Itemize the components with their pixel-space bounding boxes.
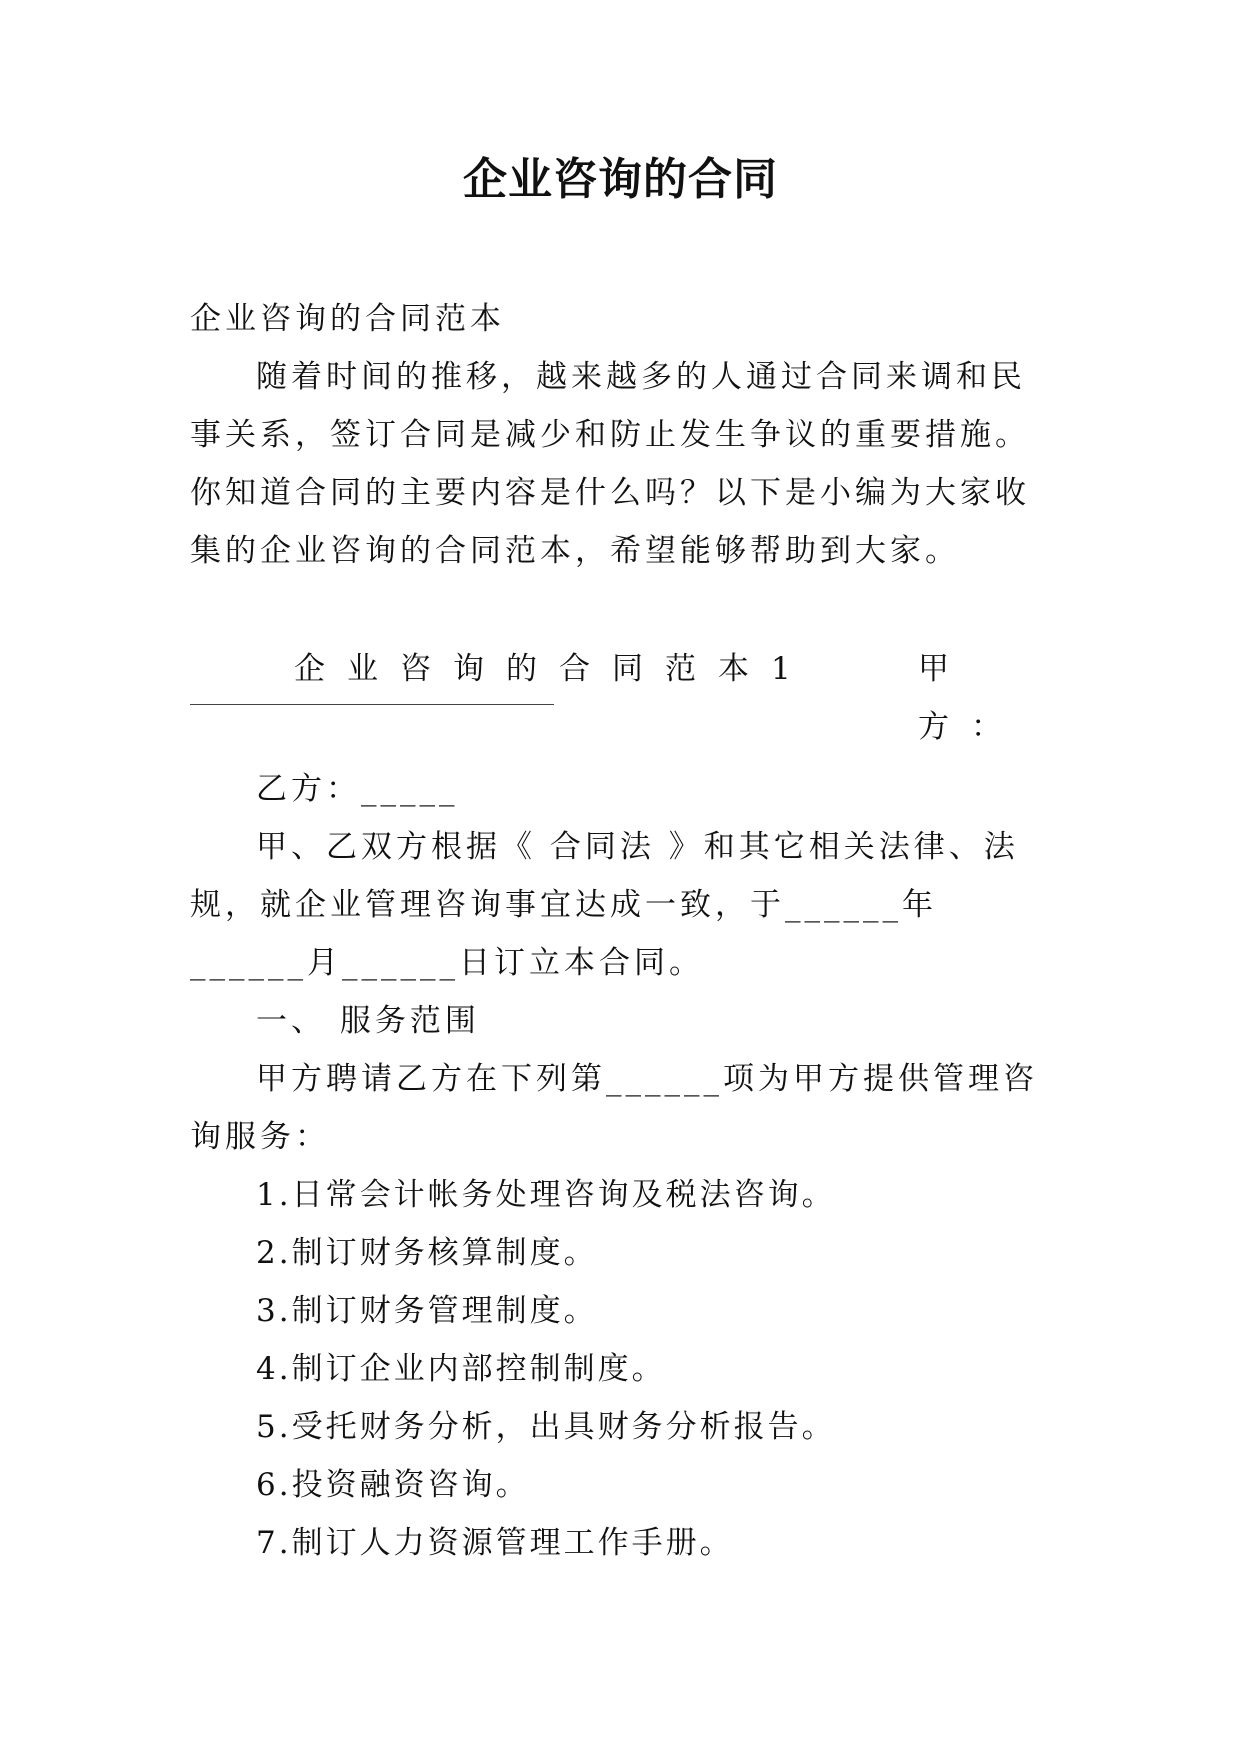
service-intro-end: 项为甲方提供管理咨询服务： <box>190 1061 1038 1155</box>
list-item: 4.制订企业内部控制制度。 <box>256 1351 666 1387</box>
list-item: 5.受托财务分析，出具财务分析报告。 <box>256 1409 836 1445</box>
agreement-blank-day: ______ <box>342 945 459 981</box>
service-items-list <box>256 1166 836 1572</box>
document-subtitle: 企业咨询的合同范本 <box>190 301 505 337</box>
document-title: 企业咨询的合同 <box>463 154 778 205</box>
agreement-paragraph <box>190 818 1050 992</box>
contract-heading: 企业咨询的合同范本1 <box>294 651 813 687</box>
service-intro-paragraph <box>190 1050 1050 1166</box>
party-b-line <box>190 760 1050 818</box>
party-a-label: 甲方： <box>918 651 1024 745</box>
service-intro-start: 甲方聘请乙方在下列第 <box>256 1061 606 1097</box>
intro-paragraph: 随着时间的推移，越来越多的人通过合同来调和民事关系，签订合同是减少和防止发生争议的重要措施。你知道合同的主要内容是什么吗？以下是小编为大家收集的企业咨询的合同范本，希望能够帮助到大家。 <box>190 359 1030 569</box>
list-item: 6.投资融资咨询。 <box>256 1467 530 1503</box>
party-a-blank <box>190 704 554 705</box>
party-b-label: 乙方： <box>256 771 361 807</box>
agreement-text-end: 日订立本合同。 <box>459 945 704 981</box>
agreement-blank-month: ______ <box>190 945 307 981</box>
list-item: 2.制订财务核算制度。 <box>256 1235 598 1271</box>
agreement-month-label: 月 <box>307 945 342 981</box>
agreement-blank-year: ______ <box>785 887 902 923</box>
agreement-text-start: 甲、乙双方根据《 合同法 》和其它相关法律、法规，就企业管理咨询事宜达成一致，于 <box>190 829 1019 923</box>
section-heading-service-scope: 一、 服务范围 <box>256 1003 480 1039</box>
list-item: 3.制订财务管理制度。 <box>256 1293 598 1329</box>
list-item: 1.日常会计帐务处理咨询及税法咨询。 <box>256 1177 836 1213</box>
agreement-year-label: 年 <box>902 887 937 923</box>
party-b-blank: _____ <box>361 771 459 807</box>
service-item-blank: ______ <box>606 1061 723 1097</box>
list-item: 7.制订人力资源管理工作手册。 <box>256 1525 734 1561</box>
